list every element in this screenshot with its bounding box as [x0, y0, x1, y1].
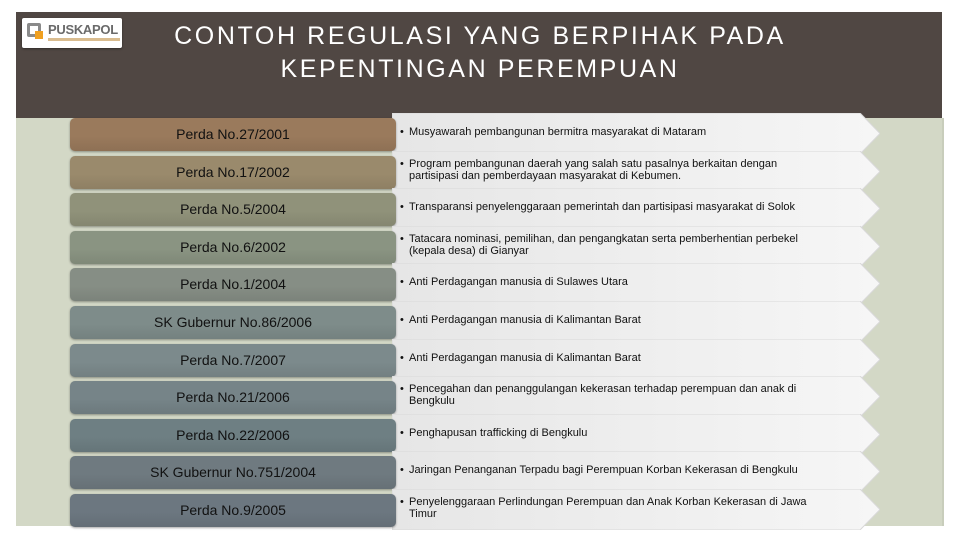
slide-title: [150, 20, 810, 86]
description-line: Program pembangunan daerah yang salah satu pasalnya berkaitan dengan: [409, 157, 778, 170]
regulation-description: [400, 427, 870, 439]
description-line: Anti Perdagangan manusia di Kalimantan Barat: [409, 351, 641, 364]
logo-tagline-mark: [48, 38, 120, 41]
regulation-label: SK Gubernur No.86/2006: [154, 314, 312, 330]
description-line: Pencegahan dan penanggulangan kekerasan terhadap perempuan dan anak di: [409, 383, 797, 396]
bullet-icon: •: [400, 496, 404, 508]
regulation-label: Perda No.5/2004: [180, 201, 286, 218]
bullet-icon: •: [400, 232, 404, 245]
description-line: Anti Perdagangan manusia di Sulawes Utara: [409, 276, 628, 289]
description-line: Jaringan Penanganan Terpadu bagi Perempuan Korban Kekerasan di Bengkulu: [409, 464, 798, 477]
content-panel-edge: [942, 118, 944, 526]
description-line: Transparansi penyelenggaraan pemerintah dan partisipasi masyarakat di Solok: [409, 201, 796, 214]
bullet-icon: •: [400, 351, 404, 364]
regulation-description: [400, 496, 870, 520]
title-line-2: KEPENTINGAN PEREMPUAN: [280, 55, 680, 83]
description-line: Anti Perdagangan manusia di Kalimantan Barat: [409, 314, 641, 326]
regulation-description: [400, 201, 870, 213]
description-line: Bengkulu: [409, 395, 455, 408]
description-line: Penyelenggaraan Perlindungan Perempuan dan Anak Korban Kekerasan di Jawa: [409, 496, 807, 508]
regulation-description: [400, 464, 870, 476]
logo-text: PUSKAPOL: [48, 22, 118, 37]
bullet-icon: •: [400, 126, 404, 138]
regulation-description: [400, 158, 870, 182]
bullet-icon: •: [400, 314, 404, 326]
title-line-1: CONTOH REGULASI YANG BERPIHAK PADA: [174, 22, 786, 50]
bullet-icon: •: [400, 426, 404, 439]
regulation-label: Perda No.9/2005: [180, 502, 286, 518]
regulation-label: Perda No.6/2002: [180, 238, 286, 255]
description-line: Penghapusan trafficking di Bengkulu: [409, 426, 588, 439]
bullet-icon: •: [400, 464, 404, 477]
regulation-description: [400, 276, 870, 288]
description-line: (kepala desa) di Gianyar: [409, 244, 529, 257]
regulation-label: Perda No.22/2006: [176, 426, 290, 443]
regulation-label: SK Gubernur No.751/2004: [150, 464, 316, 481]
regulation-label: Perda No.27/2001: [176, 126, 290, 142]
description-line: Tatacara nominasi, pemilihan, dan pengangkatan serta pemberhentian perbekel: [409, 232, 798, 245]
regulation-label: Perda No.7/2007: [180, 351, 286, 368]
regulation-description: [400, 314, 870, 326]
regulation-description: [400, 126, 870, 138]
regulation-label: Perda No.17/2002: [176, 163, 290, 180]
bullet-icon: •: [400, 276, 404, 289]
regulation-description: [400, 233, 870, 257]
bullet-icon: •: [400, 383, 404, 396]
regulation-description: [400, 352, 870, 364]
description-line: Musyawarah pembangunan bermitra masyarakat di Mataram: [409, 126, 707, 138]
regulation-label: Perda No.21/2006: [176, 389, 290, 406]
description-line: Timur: [409, 508, 437, 520]
puskapol-logo: [22, 18, 122, 48]
regulation-label: Perda No.1/2004: [180, 276, 286, 293]
description-line: partisipasi dan pemberdayaan masyarakat di Kebumen.: [409, 169, 682, 182]
bullet-icon: •: [400, 201, 404, 214]
bullet-icon: •: [400, 157, 404, 170]
regulation-description: [400, 383, 870, 407]
logo-mark-icon: [27, 23, 41, 37]
